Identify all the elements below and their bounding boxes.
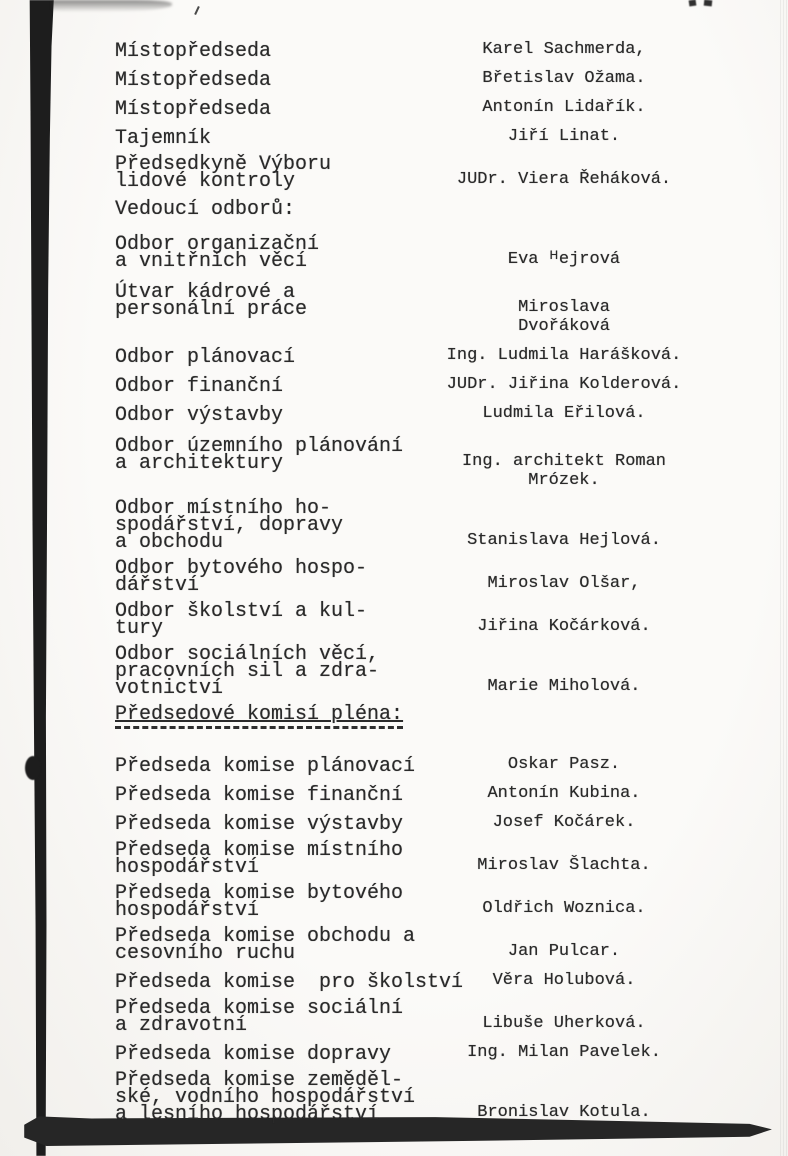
name-line: Eva ᴴejrová	[507, 250, 621, 269]
entry-row	[115, 279, 691, 336]
entry-label	[115, 600, 437, 640]
name-line: Jiřina Kočárková.	[477, 617, 651, 636]
name-line: Ing. Milan Pavelek.	[467, 1043, 661, 1062]
entry-row	[115, 346, 691, 369]
entry-name	[437, 813, 691, 833]
entry-name	[437, 250, 691, 270]
entry-row	[115, 433, 691, 490]
entry-name	[437, 899, 691, 919]
label-line: pracovních sil a zdra-	[115, 660, 380, 683]
entry-name	[437, 298, 691, 337]
label-line: Předseda komise obchodu a	[115, 925, 416, 948]
entry-row	[115, 839, 691, 879]
scan-edge-blob	[25, 756, 41, 780]
entry-label	[115, 755, 437, 778]
entry-label	[115, 346, 437, 369]
document-body	[115, 40, 691, 1132]
entry-name	[437, 452, 691, 491]
entry-name	[437, 1014, 691, 1034]
entry-row	[115, 40, 691, 63]
name-line: JUDr. Viera Řeháková.	[456, 170, 672, 189]
entry-row	[115, 755, 691, 778]
cropped-page-number-fragment	[704, 0, 713, 6]
scan-right-edge-streaks	[780, 0, 788, 1156]
name-line: Miroslava	[518, 298, 610, 317]
name-line: Miroslav Šlachta.	[477, 856, 651, 875]
label-line: Odbor výstavby	[115, 404, 284, 427]
entry-label	[115, 69, 437, 92]
section-heading: Předsedové komisí pléna:	[115, 706, 403, 729]
entry-row	[115, 375, 691, 398]
label-line: Předsedkyně Výboru	[115, 153, 332, 176]
name-line: Bronislav Kotula.	[477, 1103, 651, 1122]
label-line: Tajemník	[115, 127, 212, 150]
entry-row	[115, 98, 691, 121]
name-line: Antonín Kubina.	[487, 784, 641, 803]
name-line: Jan Pulcar.	[507, 942, 621, 961]
name-line: Marie Miholová.	[487, 677, 641, 696]
label-line: Předseda komise místního	[115, 839, 404, 862]
entry-name	[437, 404, 691, 424]
entry-name	[437, 574, 691, 594]
label-line: a lesního hospodářství	[115, 1103, 380, 1126]
name-line: Věra Holubová.	[492, 971, 636, 990]
entry-label	[115, 925, 437, 965]
entry-name	[437, 1043, 691, 1063]
entry-row	[115, 882, 691, 922]
entry-row	[115, 127, 691, 150]
label-line: ské, vodního hospodářství	[115, 1086, 416, 1109]
entry-name	[437, 346, 691, 366]
entry-label	[115, 404, 437, 427]
name-line: Oldřich Woznica.	[482, 899, 646, 918]
label-line: a vnitřních věcí	[115, 250, 308, 273]
name-line: Stanislava Hejlová.	[467, 531, 661, 550]
label-line: Předseda komise finanční	[115, 784, 404, 807]
scan-top-smear	[52, 0, 172, 12]
entry-name	[437, 40, 691, 60]
scan-binding-edge-bar	[28, 0, 56, 1156]
entry-row	[115, 497, 691, 554]
entry-label	[115, 40, 437, 63]
label-line: Odbor místního ho-	[115, 497, 332, 520]
entry-name	[437, 1103, 691, 1123]
entry-label	[115, 375, 437, 398]
label-line: hospodářství	[115, 856, 260, 879]
entry-label	[115, 882, 437, 922]
label-line: dářství	[115, 574, 200, 597]
name-line: Antonín Lidařík.	[482, 98, 646, 117]
entry-name	[437, 98, 691, 118]
label-line: Místopředseda	[115, 40, 272, 63]
label-line: hospodářství	[115, 899, 260, 922]
entry-label	[115, 153, 437, 193]
entry-label	[115, 971, 464, 994]
entry-row	[115, 925, 691, 965]
entry-label	[115, 1069, 437, 1126]
label-line: Místopředseda	[115, 69, 272, 92]
name-line: Oskar Pasz.	[507, 755, 621, 774]
label-line: a obchodu	[115, 531, 224, 554]
scan-speck	[194, 6, 200, 15]
label-line: Odbor sociálních věcí,	[115, 643, 380, 666]
label-line: Předseda komise pro školství	[115, 971, 464, 994]
entry-label	[115, 281, 437, 321]
label-line: votnictví	[115, 677, 224, 700]
name-line: Ludmila Eřilová.	[482, 404, 646, 423]
entry-label	[115, 557, 437, 597]
entry-name	[437, 617, 691, 637]
entry-name	[437, 971, 691, 991]
name-line: Jiří Linat.	[507, 127, 621, 146]
entry-row	[115, 971, 691, 994]
name-line: Josef Kočárek.	[492, 813, 636, 832]
entry-row	[115, 69, 691, 92]
label-line: Útvar kádrové a	[115, 281, 296, 304]
entry-row	[115, 1043, 691, 1066]
entry-label	[115, 813, 437, 836]
entry-name	[437, 784, 691, 804]
entry-row	[115, 1069, 691, 1126]
entry-label	[115, 233, 437, 273]
label-line: Místopředseda	[115, 98, 272, 121]
entry-row	[115, 600, 691, 640]
entry-row	[115, 233, 691, 273]
label-line: Předseda komise zeměděl-	[115, 1069, 404, 1092]
entry-row	[115, 997, 691, 1037]
label-line: personální práce	[115, 298, 308, 321]
entry-name	[437, 375, 691, 395]
entry-row	[115, 813, 691, 836]
label-line: Předseda komise bytového	[115, 882, 404, 905]
entry-label	[115, 435, 437, 475]
entry-row	[115, 784, 691, 807]
name-line: Dvořáková	[518, 317, 610, 336]
entry-label	[115, 497, 437, 554]
entry-name	[437, 942, 691, 962]
cropped-page-number-fragment	[689, 0, 697, 6]
entry-name	[437, 127, 691, 147]
name-line: Karel Sachmerda,	[482, 40, 646, 59]
label-line: lidové kontroly	[115, 170, 296, 193]
name-line: Ing. architekt Roman	[461, 452, 667, 471]
name-line: Libuše Uherková.	[482, 1014, 646, 1033]
name-line: Mrózek.	[528, 471, 600, 490]
entry-label	[115, 643, 437, 700]
label-line: Odbor bytového hospo-	[115, 557, 368, 580]
name-line: JUDr. Jiřina Kolderová.	[446, 375, 682, 394]
entry-label	[115, 839, 437, 879]
entry-name	[437, 531, 691, 551]
label-line: spodářství, dopravy	[115, 514, 344, 537]
entry-name	[437, 755, 691, 775]
label-line: Odbor finanční	[115, 375, 284, 398]
label-line: Odbor organizační	[115, 233, 320, 256]
label-line: Odbor plánovací	[115, 346, 296, 369]
label-line: Předseda komise výstavby	[115, 813, 404, 836]
entry-name	[437, 677, 691, 697]
label-line: Odbor školství a kul-	[115, 600, 368, 623]
entry-name	[437, 69, 691, 89]
label-line: Předseda komise plánovací	[115, 755, 416, 778]
label-line: Předseda komise sociální	[115, 997, 404, 1020]
entry-label	[115, 127, 437, 150]
entry-row	[115, 404, 691, 427]
entry-row	[115, 643, 691, 700]
entry-row	[115, 557, 691, 597]
label-line: Odbor územního plánování	[115, 435, 404, 458]
label-line: tury	[115, 617, 164, 640]
label-line: a architektury	[115, 452, 284, 475]
label-line: Předseda komise dopravy	[115, 1043, 392, 1066]
entry-label	[115, 1043, 437, 1066]
entry-name	[437, 170, 691, 190]
name-line: Břetislav Ožama.	[482, 69, 646, 88]
label-line: cesovního ruchu	[115, 942, 296, 965]
entry-label	[115, 997, 437, 1037]
entry-row	[115, 153, 691, 193]
entry-label	[115, 784, 437, 807]
entry-label	[115, 98, 437, 121]
name-line: Miroslav Olšar,	[487, 574, 641, 593]
entry-name	[437, 856, 691, 876]
name-line: Ing. Ludmila Harášková.	[446, 346, 682, 365]
section-heading: Vedoucí odborů:	[115, 198, 296, 221]
label-line: a zdravotní	[115, 1014, 248, 1037]
